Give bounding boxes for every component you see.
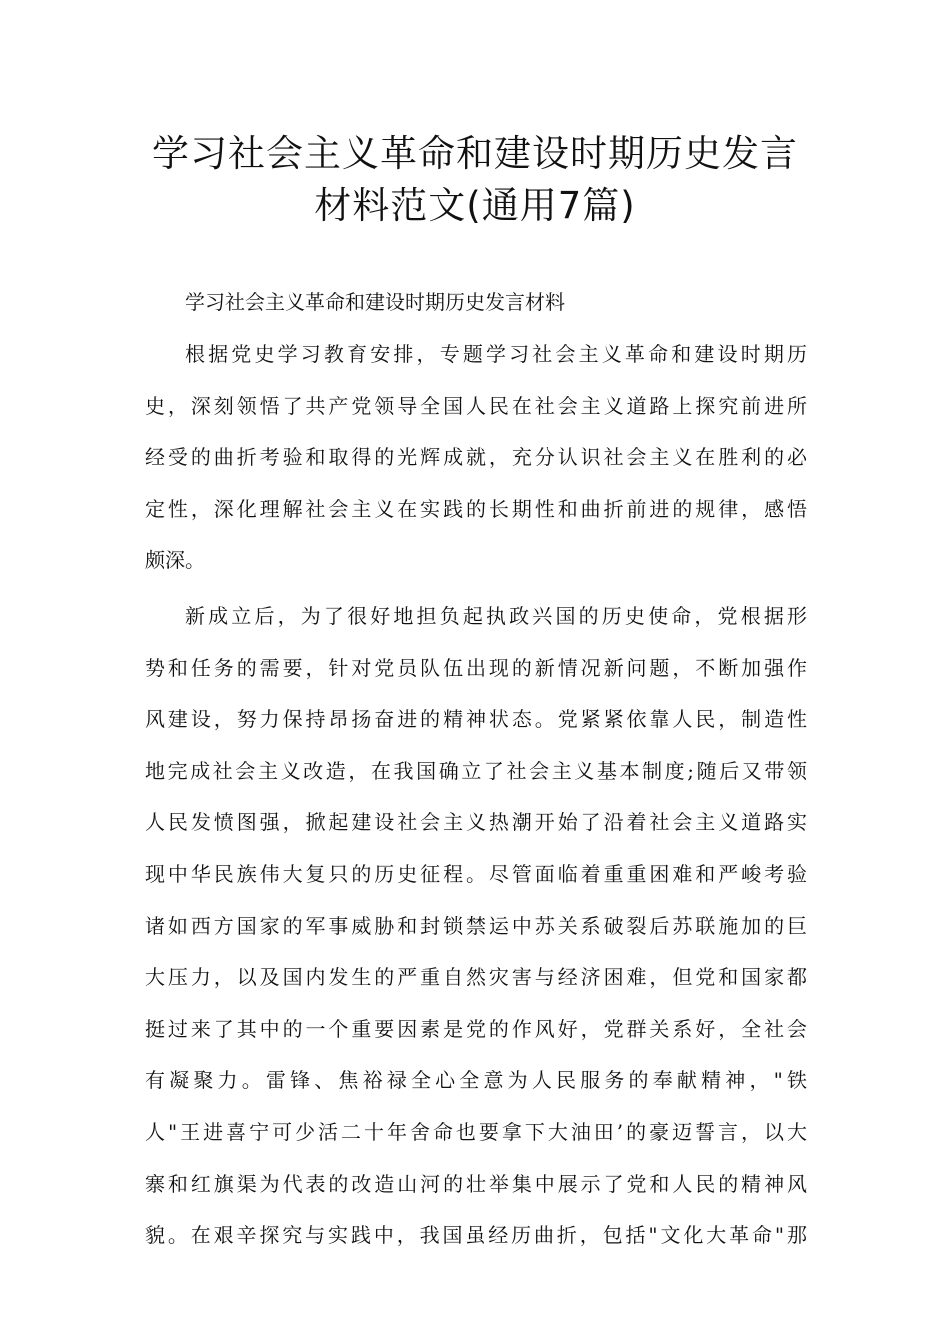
paragraph-line: 颇深。: [145, 548, 205, 573]
paragraph-line: 有凝聚力。雷锋、焦裕禄全心全意为人民服务的奉献精神，"铁: [145, 1068, 807, 1093]
paragraph-line: 寨和红旗渠为代表的改造山河的壮举集中展示了党和人民的精神风: [145, 1171, 807, 1196]
paragraph-line: 风建设，努力保持昂扬奋进的精神状态。党紧紧依靠人民，制造性: [145, 707, 807, 732]
title-line-2: 材料范文(通用7篇): [314, 184, 636, 227]
paragraph-2: [145, 591, 807, 1262]
paragraph-line: 人民发愤图强，掀起建设社会主义热潮开始了沿着社会主义道路实: [145, 810, 807, 835]
paragraph-line: 新成立后，为了很好地担负起执政兴国的历史使命，党根据形: [185, 603, 807, 628]
section-subheading: 学习社会主义革命和建设时期历史发言材料: [185, 290, 565, 314]
paragraph-line: 现中华民族伟大复只的历史征程。尽管面临着重重困难和严峻考验: [145, 861, 807, 886]
paragraph-line: 诸如西方国家的军事威胁和封锁禁运中苏关系破裂后苏联施加的巨: [145, 913, 807, 938]
paragraph-line: 大压力，以及国内发生的严重自然灾害与经济困难，但党和国家都: [145, 965, 807, 990]
paragraph-line: 人"王进喜宁可少活二十年舍命也要拿下大油田’的豪迈誓言，以大: [145, 1119, 807, 1144]
paragraph-line: 挺过来了其中的一个重要因素是党的作风好，党群关系好，全社会: [145, 1016, 807, 1041]
title-line-1: 学习社会主义革命和建设时期历史发言: [152, 132, 798, 175]
paragraph-line: 根据党史学习教育安排，专题学习社会主义革命和建设时期历: [185, 342, 807, 366]
paragraph-line: 貌。在艰辛探究与实践中，我国虽经历曲折，包括"文化大革命"那: [145, 1223, 807, 1248]
document-body: [145, 280, 807, 1262]
paragraph-1: [145, 329, 807, 587]
paragraph-line: 定性，深化理解社会主义在实践的长期性和曲折前进的规律，感悟: [145, 496, 807, 521]
paragraph-line: 势和任务的需要，针对党员队伍出现的新情况新问题，不断加强作: [145, 655, 807, 680]
paragraph-line: 经受的曲折考验和取得的光辉成就，充分认识社会主义在胜利的必: [145, 445, 807, 470]
paragraph-line: 史，深刻领悟了共产党领导全国人民在社会主义道路上探究前进所: [145, 393, 807, 418]
paragraph-line: 地完成社会主义改造，在我国确立了社会主义基本制度;随后又带领: [145, 758, 807, 783]
document-title: [120, 128, 830, 232]
